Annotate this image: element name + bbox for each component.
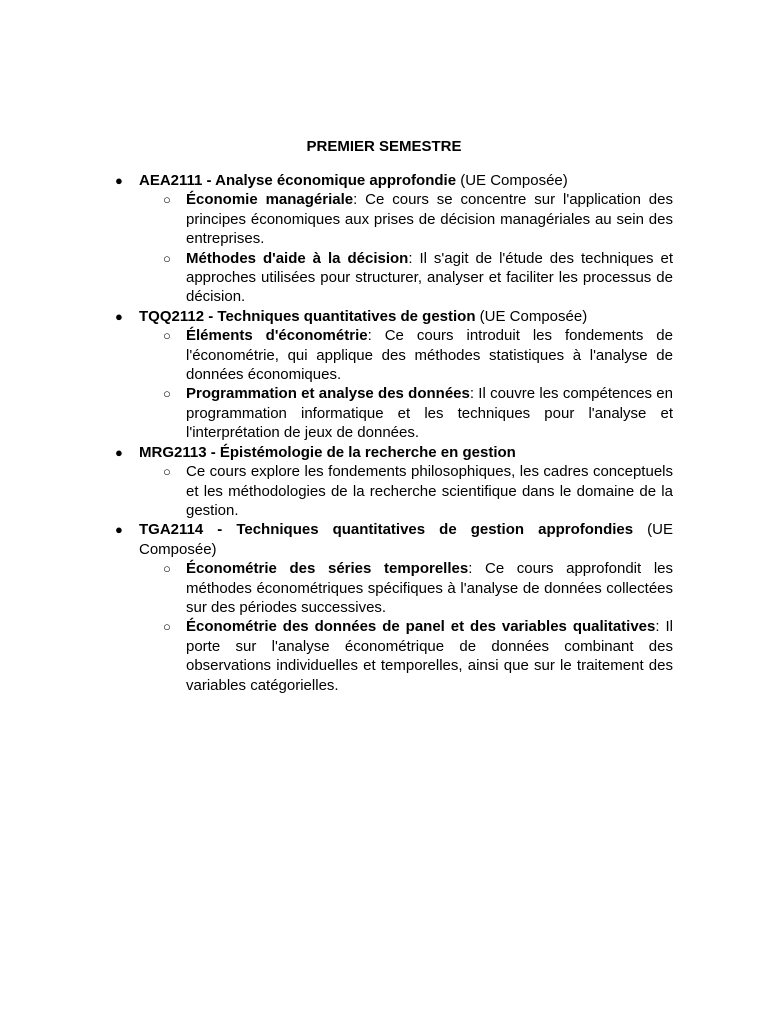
subcourse-item [163, 384, 673, 442]
circle-bullet-icon: ○ [163, 619, 171, 635]
course-name: Techniques quantitatives de gestion approfondies [236, 521, 634, 539]
course-heading [115, 171, 673, 190]
subcourse-description: : Il s'agit de l'étude des techniques et approches utilisées pour structurer, analyser et faciliter les processus de décision. [186, 249, 673, 306]
subcourse-item [163, 249, 673, 307]
course-name: Analyse économique approfondie [215, 172, 457, 189]
course-separator: - [203, 521, 237, 539]
subcourse-item [163, 190, 673, 248]
circle-bullet-icon: ○ [163, 328, 171, 344]
subcourse-description: : Ce cours introduit les fondements de l'économétrie, qui applique des méthodes statistiques à l'analyse de données économiques. [186, 327, 673, 384]
subcourse-item [163, 617, 673, 695]
course-tag: (UE Composée) [139, 521, 673, 558]
subcourse-description: : Il porte sur l'analyse économétrique de données combinant des observations individuelles et temporelles, ainsi que sur le traitement des variables catégorielles. [186, 618, 673, 694]
course-code: AEA2111 [139, 172, 203, 189]
course-tag: (UE Composée) [475, 307, 588, 325]
course-list [115, 171, 673, 695]
course-separator: - [202, 172, 216, 189]
course-code: TGA2114 [139, 521, 204, 539]
course-item-tqq2112 [115, 307, 673, 443]
course-separator: - [206, 443, 220, 461]
course-heading [115, 307, 673, 326]
subcourse-title: Économétrie des données de panel et des variables qualitatives [186, 618, 656, 636]
subcourse-item [163, 326, 673, 384]
course-heading [115, 520, 673, 559]
bullet-icon: ● [115, 173, 123, 188]
subcourse-list [139, 559, 673, 695]
subcourse-description: : Ce cours se concentre sur l'application des principes économiques aux prises de décision managériales au sein des entreprises. [186, 191, 673, 248]
course-heading [115, 443, 673, 462]
subcourse-title: Économie managériale [186, 191, 354, 209]
course-separator: - [204, 307, 218, 325]
subcourse-item [163, 462, 673, 520]
subcourse-description: : Ce cours approfondit les méthodes économétriques spécifiques à l'analyse de données collectées sur des périodes successives. [186, 560, 673, 616]
bullet-icon: ● [115, 308, 123, 324]
bullet-icon: ● [115, 444, 123, 460]
subcourse-description: : Il couvre les compétences en programmation informatique et les techniques pour l'analyse et l'interprétation de jeux de données. [186, 385, 673, 442]
course-tag: (UE Composée) [456, 172, 568, 189]
bullet-icon: ● [115, 522, 123, 538]
subcourse-list [139, 462, 673, 520]
course-name: Épistémologie de la recherche en gestion [219, 443, 516, 461]
subcourse-title: Méthodes d'aide à la décision [186, 249, 409, 267]
course-item-tga2114 [115, 520, 673, 695]
circle-bullet-icon: ○ [163, 250, 171, 266]
subcourse-list [139, 326, 673, 442]
subcourse-title: Économétrie des séries temporelles [186, 560, 469, 578]
subcourse-title: Programmation et analyse des données [186, 385, 470, 403]
course-code: TQQ2112 [139, 307, 205, 325]
course-item-mrg2113 [115, 443, 673, 521]
circle-bullet-icon: ○ [163, 561, 171, 577]
course-name: Techniques quantitatives de gestion [217, 307, 476, 325]
circle-bullet-icon: ○ [163, 464, 171, 480]
circle-bullet-icon: ○ [163, 192, 171, 208]
course-code: MRG2113 [139, 443, 207, 461]
page-title: PREMIER SEMESTRE [306, 138, 462, 155]
subcourse-item [163, 559, 673, 617]
subcourse-description: Ce cours explore les fondements philosophiques, les cadres conceptuels et les méthodologies de la recherche scientifique dans le domaine de la gestion. [186, 463, 673, 519]
subcourse-title: Éléments d'économétrie [186, 327, 368, 345]
circle-bullet-icon: ○ [163, 386, 171, 402]
course-item-aea2111 [115, 171, 673, 307]
subcourse-list [139, 190, 673, 306]
